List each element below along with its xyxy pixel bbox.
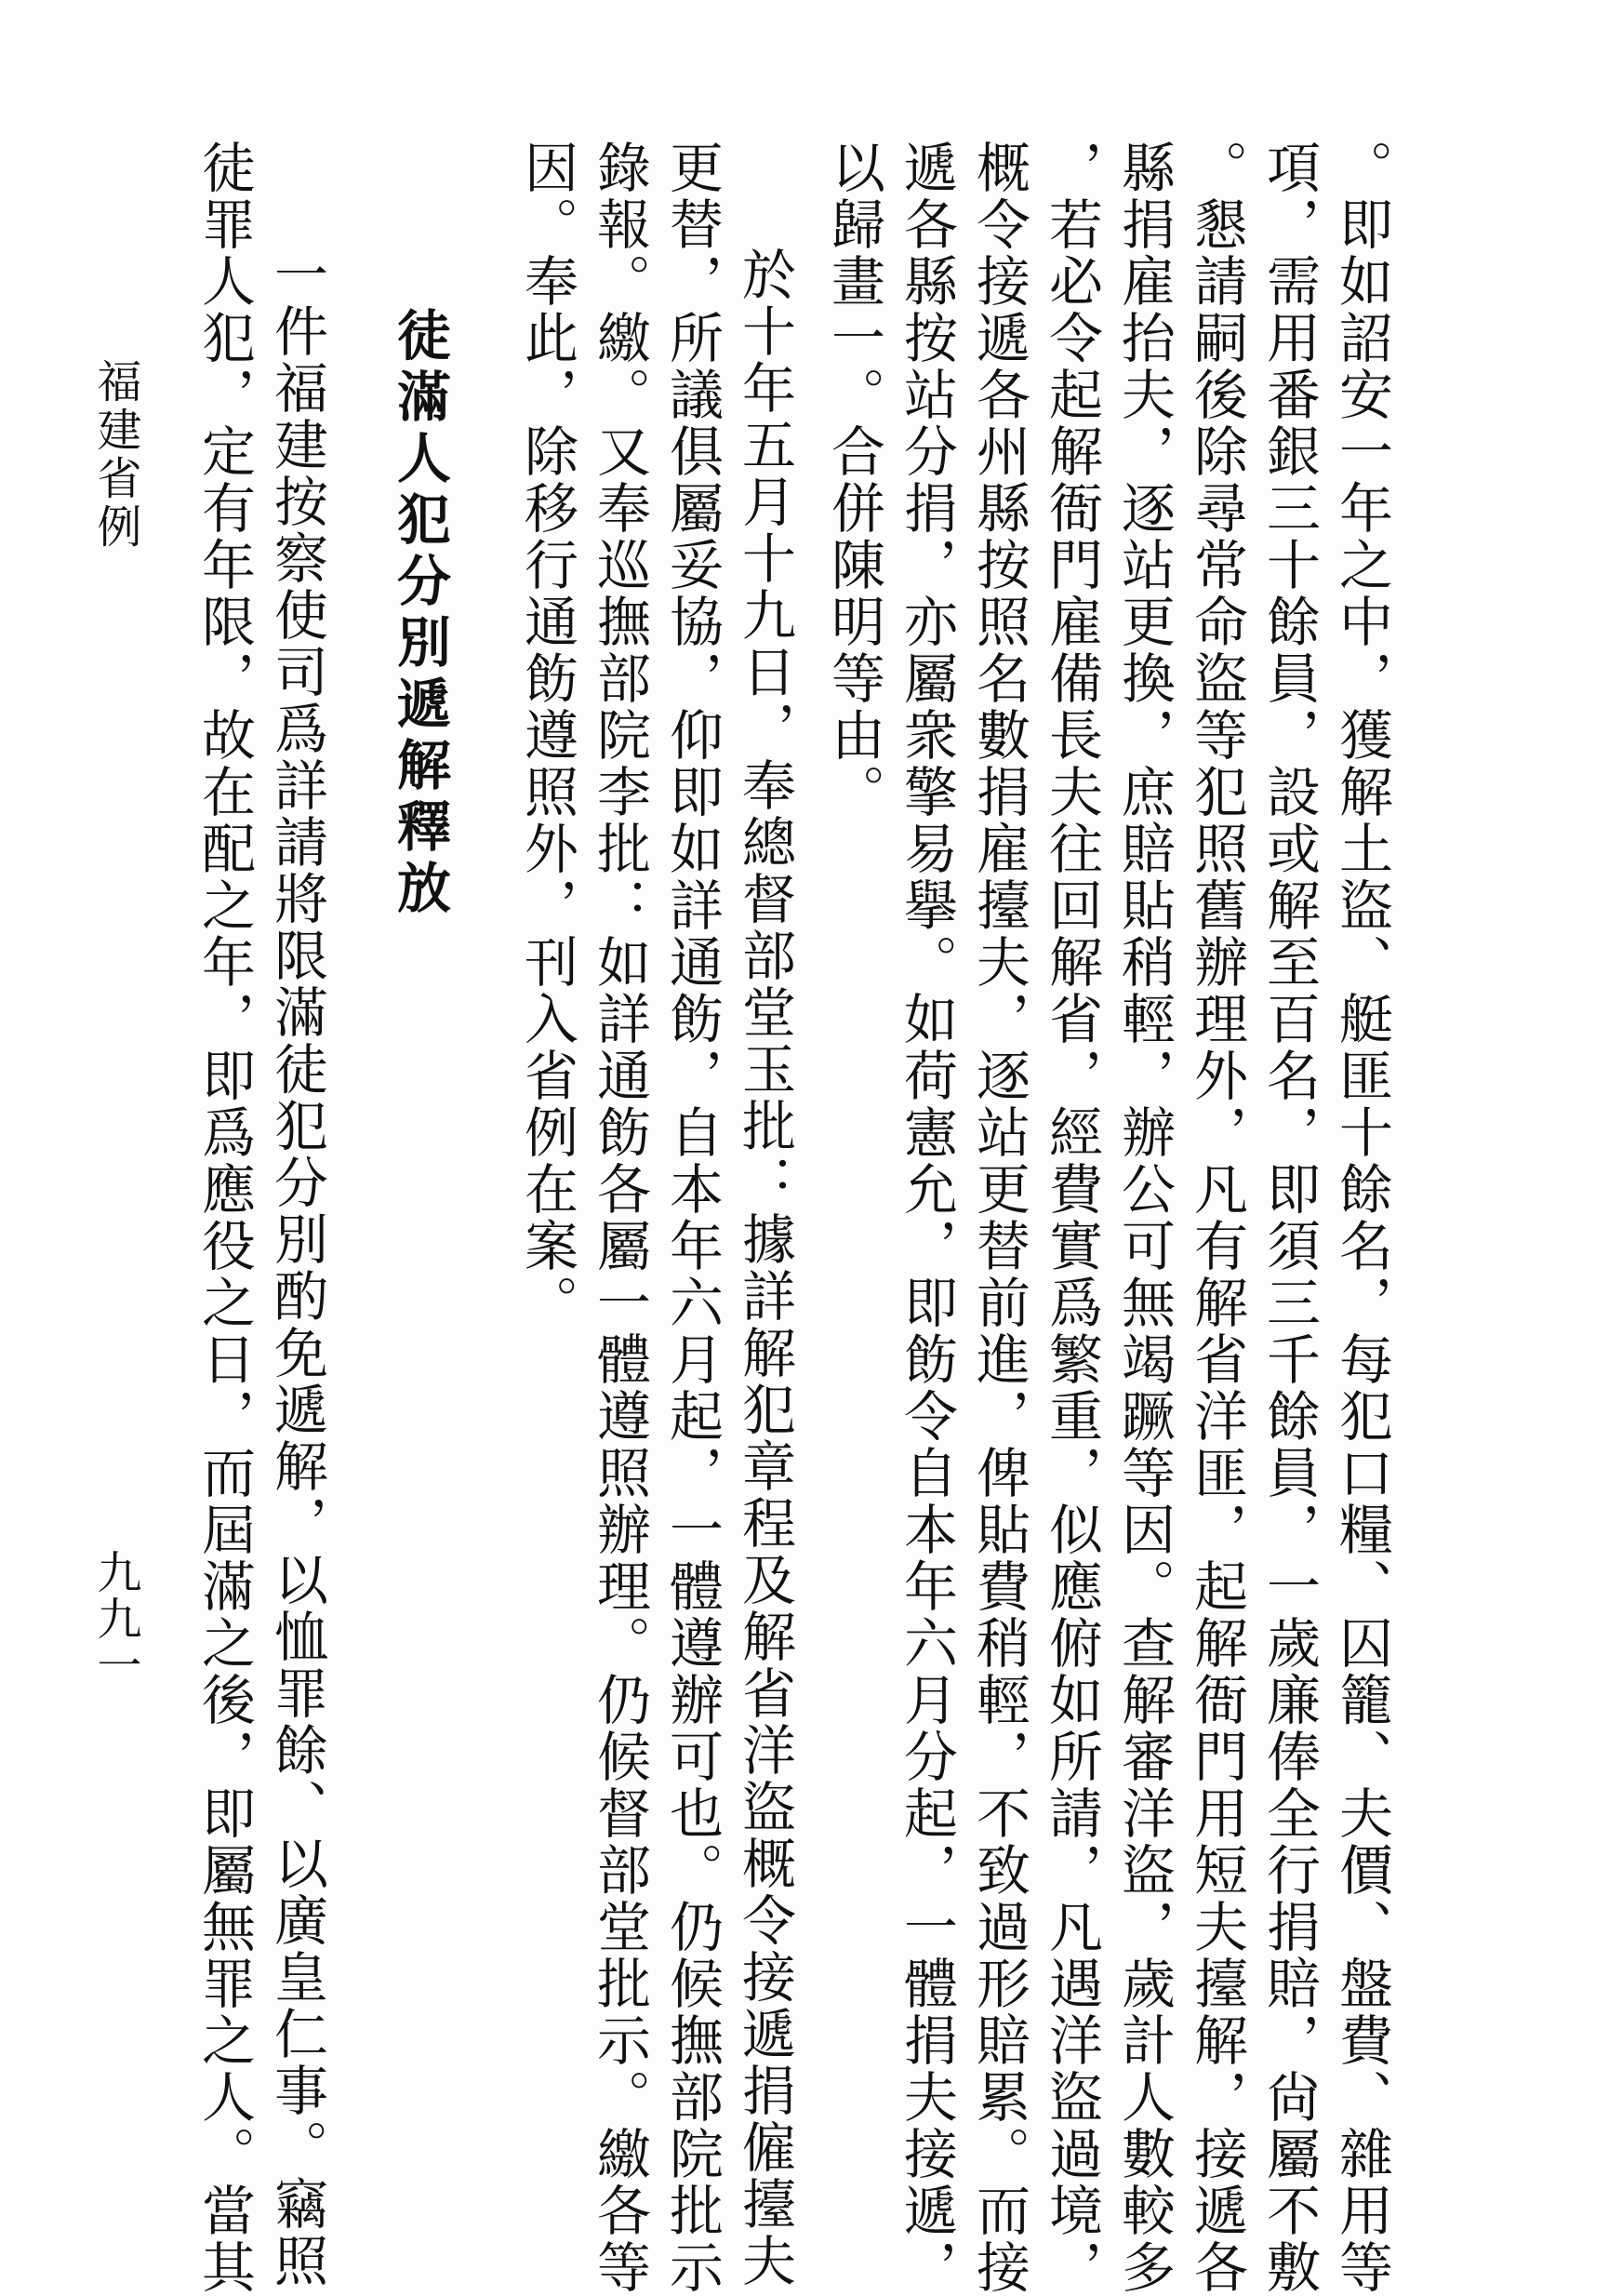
text-column: 項，需用番銀三十餘員，設或解至百名，即須三千餘員，一歲廉俸全行捐賠，尙屬不敷: [1257, 140, 1321, 2296]
text-column: ，若必令起解衙門雇備長夫往回解省，經費實爲繁重，似應俯如所請，凡遇洋盜過境，: [1040, 140, 1103, 2296]
text-column: 縣捐雇抬夫，逐站更換，庶賠貼稍輕，辦公可無竭蹶等因。查解審洋盜，歲計人數較多: [1112, 140, 1176, 2296]
text-column: 於十年五月十九日，奉總督部堂玉批：據詳解犯章程及解省洋盜概令接遞捐僱擡夫: [733, 247, 796, 2289]
page-number: 九九一: [89, 1549, 141, 1689]
section-heading: 徒滿人犯分別遞解釋放: [388, 307, 451, 921]
text-column: 徒罪人犯，定有年限，故在配之年，即爲應役之日，而屆滿之後，即屬無罪之人。當其: [193, 140, 256, 2296]
text-column: 概令接遞各州縣按照名數捐雇擡夫，逐站更替前進，俾貼費稍輕，不致過形賠累。而接: [967, 140, 1030, 2296]
text-column: 。即如詔安一年之中，獲解土盜、艇匪十餘名，每犯口糧、囚籠、夫價、盤費、雜用等: [1330, 140, 1393, 2296]
text-column: 因。奉此，除移行通飭遵照外，刊入省例在案。: [515, 140, 578, 1331]
text-column: 以歸畫一。合併陳明等由。: [822, 140, 885, 821]
text-column: 遞各縣按站分捐，亦屬衆擎易擧。如荷憲允，即飭令自本年六月分起，一體捐夫接遞，: [895, 140, 958, 2296]
text-column: 錄報。繳。又奉巡撫部院李批：如詳通飭各屬一體遵照辦理。仍候督部堂批示。繳各等: [588, 140, 651, 2296]
text-column: 一件福建按察使司爲詳請將限滿徒犯分別酌免遞解，以恤罪餘、以廣皇仁事。竊照: [265, 247, 328, 2289]
text-column: 。懇請嗣後除尋常命盜等犯照舊辦理外，凡有解省洋匪，起解衙門用短夫擡解，接遞各: [1185, 140, 1248, 2296]
text-column: 更替，所議俱屬妥協，仰即如詳通飭，自本年六月起，一體遵辦可也。仍候撫部院批示: [660, 140, 724, 2296]
running-title: 福建省例: [89, 358, 141, 552]
